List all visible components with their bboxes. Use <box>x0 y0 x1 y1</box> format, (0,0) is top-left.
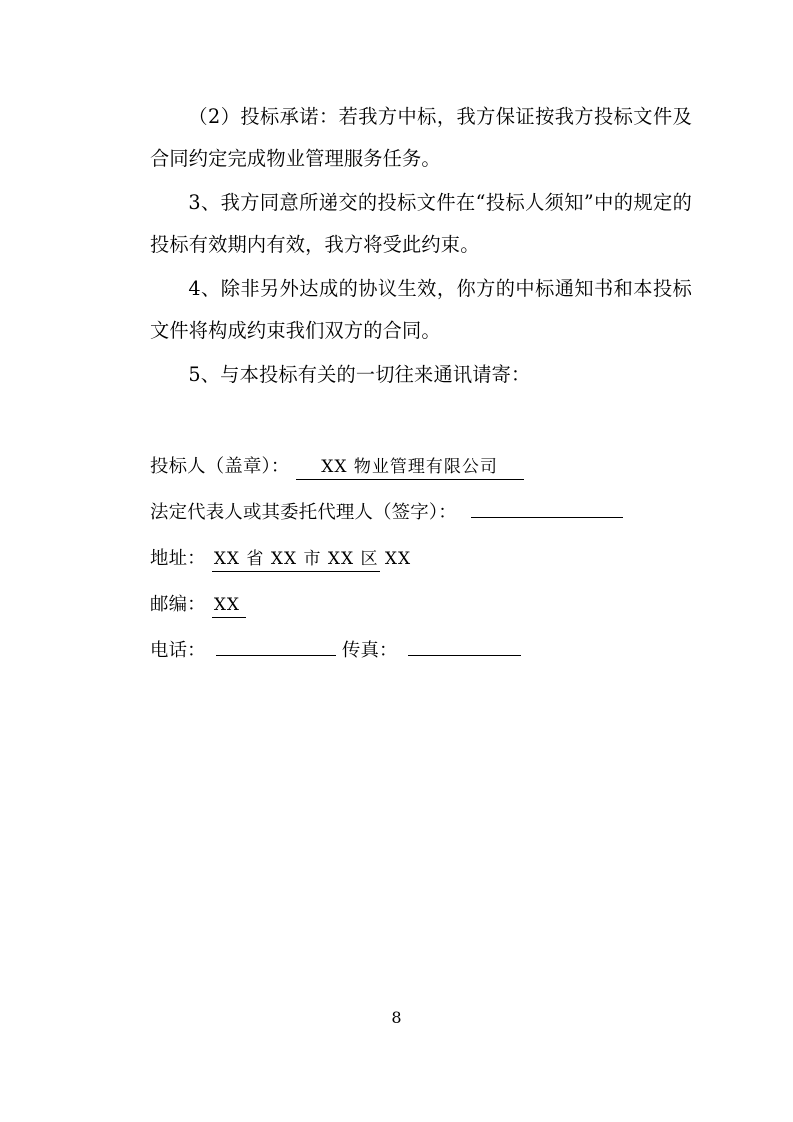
paragraph-bid-commitment: （2）投标承诺：若我方中标，我方保证按我方投标文件及合同约定完成物业管理服务任务。 <box>150 105 692 170</box>
fax-label: 传真： <box>341 640 398 661</box>
address-label: 地址： <box>150 548 206 569</box>
zip-label: 邮编： <box>150 594 206 615</box>
bidder-value: XX 物业管理有限公司 <box>321 457 498 477</box>
telephone-label: 电话： <box>150 640 206 661</box>
paragraph-clause-3: 3、我方同意所递交的投标文件在“投标人须知”中的规定的投标有效期内有效，我方将受此约束。 <box>150 191 692 256</box>
address-value: XX 省 XX 市 XX 区 XX <box>213 549 412 569</box>
legal-representative-label: 法定代表人或其委托代理人（签字）： <box>150 502 457 523</box>
paragraph-clause-5: 5、与本投标有关的一切往来通讯请寄： <box>188 363 531 386</box>
document-body <box>150 96 692 398</box>
zip-row <box>150 582 695 628</box>
bidder-row <box>150 444 695 490</box>
zip-field[interactable] <box>212 590 246 618</box>
paragraph-clause-4: 4、除非另外达成的协议生效，你方的中标通知书和本投标文件将构成约束我们双方的合同。 <box>150 277 692 342</box>
fax-field[interactable] <box>408 628 521 656</box>
zip-value: XX <box>213 595 241 615</box>
signature-contact-block <box>150 444 695 674</box>
address-row <box>150 536 695 582</box>
address-field[interactable] <box>212 544 412 572</box>
bidder-seal-field[interactable] <box>296 452 524 480</box>
telephone-fax-row <box>150 628 695 674</box>
page-number: 8 <box>391 1008 402 1027</box>
bidder-label: 投标人（盖章）： <box>150 456 290 477</box>
telephone-field[interactable] <box>216 628 336 656</box>
legal-representative-signature-field[interactable] <box>471 490 623 518</box>
legal-representative-row <box>150 490 695 536</box>
